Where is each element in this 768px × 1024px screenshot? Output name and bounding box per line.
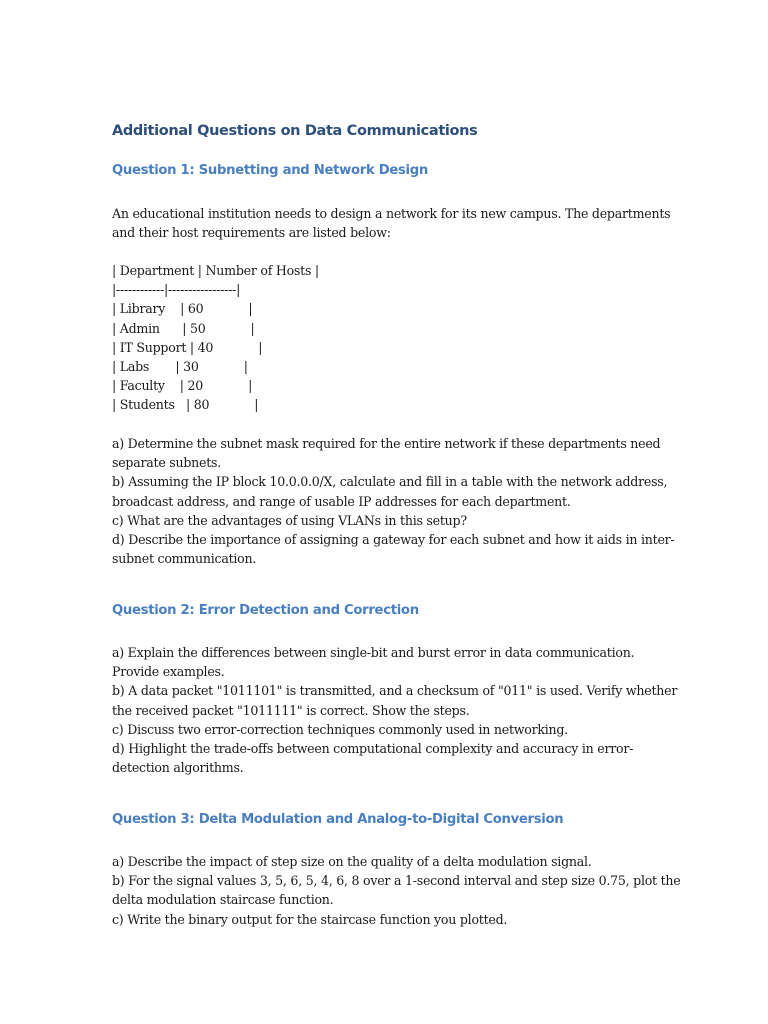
department-hosts-table (112, 261, 672, 415)
question-part-line: d) Highlight the trade-offs between computational complexity and accuracy in error- (112, 740, 634, 756)
table-header-row: | Department | Number of Hosts | (112, 263, 319, 278)
question-1-parts (112, 434, 675, 568)
question-part-line: subnet communication. (112, 551, 257, 567)
question-part-line: c) Write the binary output for the staircase function you plotted. (112, 911, 508, 927)
question-part-line: b) Assuming the IP block 10.0.0.0/X, calculate and fill in a table with the network address, (112, 474, 668, 490)
intro-line: and their host requirements are listed below: (112, 225, 391, 241)
question-part-line: d) Describe the importance of assigning a gateway for each subnet and how it aids in inter- (112, 531, 675, 547)
question-part-line: a) Explain the differences between single-bit and burst error in data communication. (112, 645, 635, 660)
question-part-line: delta modulation staircase function. (112, 892, 334, 908)
question-part-line: Provide examples. (112, 664, 225, 680)
question-2-parts (112, 643, 678, 777)
question-part-line: detection algorithms. (112, 760, 244, 776)
question-part-line: c) Discuss two error-correction techniques commonly used in networking. (112, 721, 568, 737)
question-part-line: b) A data packet "1011101" is transmitted, and a checksum of "011" is used. Verify whether (112, 683, 678, 699)
question-part-line: broadcast address, and range of usable IP addresses for each department. (112, 493, 571, 509)
question-2-heading: Question 2: Error Detection and Correction (112, 603, 419, 618)
question-part-line: c) What are the advantages of using VLANs in this setup? (112, 512, 467, 528)
question-1-intro (112, 204, 672, 242)
table-row: | Labs | 30 | (112, 358, 248, 374)
table-row: | Library | 60 | (112, 301, 253, 317)
table-row: | IT Support | 40 | (112, 339, 263, 355)
question-1-heading: Question 1: Subnetting and Network Design (112, 163, 429, 178)
question-part-line: a) Determine the subnet mask required for the entire network if these departments need (112, 436, 661, 451)
question-3-heading: Question 3: Delta Modulation and Analog-to-Digital Conversion (112, 812, 564, 827)
question-3-parts (112, 852, 681, 929)
table-separator-row: |------------|-----------------| (112, 282, 241, 298)
intro-line: An educational institution needs to design a network for its new campus. The departments (112, 206, 671, 221)
question-part-line: a) Describe the impact of step size on the quality of a delta modulation signal. (112, 854, 592, 869)
question-part-line: separate subnets. (112, 455, 222, 471)
document-title: Additional Questions on Data Communications (112, 123, 478, 139)
table-row: | Admin | 50 | (112, 320, 255, 336)
question-part-line: b) For the signal values 3, 5, 6, 5, 4, 6, 8 over a 1-second interval and step size 0.75, plot the (112, 873, 681, 889)
table-row: | Faculty | 20 | (112, 378, 253, 394)
question-part-line: the received packet "1011111" is correct. Show the steps. (112, 702, 470, 718)
table-row: | Students | 80 | (112, 397, 259, 413)
